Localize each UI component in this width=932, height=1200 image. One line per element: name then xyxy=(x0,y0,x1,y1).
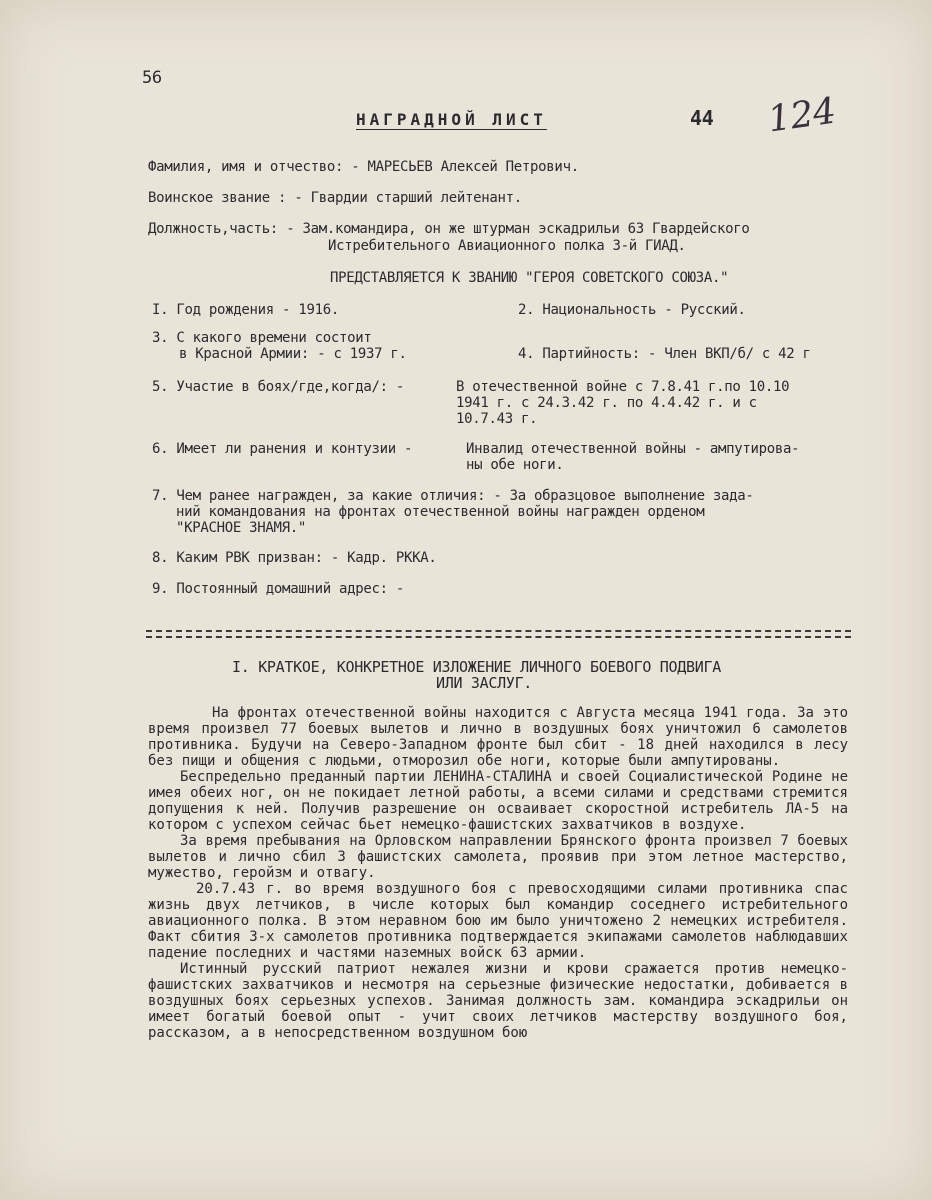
item-army-since-line1: 3. С какого времени состоит xyxy=(152,330,372,346)
page-number: 56 xyxy=(142,68,162,88)
item-awards-line3: "КРАСНОЕ ЗНАМЯ." xyxy=(176,520,307,536)
field-name: Фамилия, имя и отчество: - МАРЕСЬЕВ Алексей Петрович. xyxy=(148,159,579,175)
item-party: 4. Партийность: - Член ВКП/б/ с 42 г xyxy=(518,346,811,362)
item-combat-line2: 1941 г. с 24.3.42 г. по 4.4.42 г. и с xyxy=(456,395,757,411)
field-position-line2: Истребительного Авиационного полка 3-й ГИАД. xyxy=(328,238,686,254)
item-wounds-line2: ны обе ноги. xyxy=(466,457,564,473)
separator-line xyxy=(146,630,851,632)
citation-body xyxy=(148,705,848,1041)
item-combat-line3: 10.7.43 г. xyxy=(456,411,538,427)
document-title: НАГРАДНОЙ ЛИСТ xyxy=(356,110,547,129)
section-title-line1: I. КРАТКОЕ, КОНКРЕТНОЕ ИЗЛОЖЕНИЕ ЛИЧНОГО БОЕВОГО ПОДВИГА xyxy=(232,658,721,676)
item-wounds-line1: Инвалид отечественной войны - ампутирова- xyxy=(466,441,800,457)
item-army-since-line2: в Красной Армии: - с 1937 г. xyxy=(179,346,407,362)
nomination-line: ПРЕДСТАВЛЯЕТСЯ К ЗВАНИЮ "ГЕРОЯ СОВЕТСКОГО СОЮЗА." xyxy=(330,270,729,286)
typed-sheet-number: 44 xyxy=(690,106,714,130)
item-nationality: 2. Национальность - Русский. xyxy=(518,302,746,318)
field-rank: Воинское звание : - Гвардии старший лейтенант. xyxy=(148,190,522,206)
item-awards-line1: 7. Чем ранее награжден, за какие отличия: - За образцовое выполнение зада- xyxy=(152,488,754,504)
handwritten-sheet-number: 124 xyxy=(765,90,839,141)
item-birth-year: I. Год рождения - 1916. xyxy=(152,302,339,318)
citation-paragraph: Истинный русский патриот нежалея жизни и крови сражается против немецко-фашистских захватчиков и несмотря на серьезные физические недостатки, добивается в воздушных боях серьезных успехов. Занимая должность зам. командира эскадрильи он имеет богатый боевой опыт - учит своих летчиков мастерству воздушного боя, рассказом, а в непосредственном воздушном бою xyxy=(148,961,848,1041)
separator-line xyxy=(146,636,851,638)
item-home-address: 9. Постоянный домашний адрес: - xyxy=(152,581,404,597)
item-awards-line2: ний командования на фронтах отечественной войны награжден орденом xyxy=(176,504,705,520)
item-draft-office: 8. Каким РВК призван: - Кадр. РККА. xyxy=(152,550,437,566)
citation-paragraph: Беспредельно преданный партии ЛЕНИНА-СТАЛИНА и своей Социалистической Родине не имея обеих ног, он не покидает летной работы, а всеми силами и средствами стремится допущения к ней. Получив разрешение он осваивает скоростной истребитель ЛА-5 на котором с успехом сейчас бьет немецко-фашистских захватчиков в воздухе. xyxy=(148,769,848,833)
section-title-line2: ИЛИ ЗАСЛУГ. xyxy=(436,674,533,692)
item-wounds-label: 6. Имеет ли ранения и контузии - xyxy=(152,441,413,457)
item-combat-line1: В отечественной войне с 7.8.41 г.по 10.10 xyxy=(456,379,790,395)
citation-paragraph: На фронтах отечественной войны находится с Августа месяца 1941 года. За это время произвел 77 боевых вылетов и лично в воздушных боях уничтожил 6 самолетов противника. Будучи на Северо-Западном фронте был сбит - 18 дней находился в лесу без пищи и общения с людьми, отморозил обе ноги, которые были ампутированы. xyxy=(148,705,848,769)
citation-paragraph: За время пребывания на Орловском направлении Брянского фронта произвел 7 боевых вылетов и лично сбил 3 фашистских самолета, проявив при этом летное мастерство, мужество, геройзм и отвагу. xyxy=(148,833,848,881)
field-position-line1: Должность,часть: - Зам.командира, он же штурман эскадрильи 63 Гвардейского xyxy=(148,221,750,237)
citation-paragraph: 20.7.43 г. во время воздушного боя с превосходящими силами противника спас жизнь двух летчиков, в числе которых был командир соседнего истребительного авиационного полка. В этом неравном бою им было уничтожено 2 немецких истребителя. Факт сбития 3-х самолетов противника подтверждается экипажами самолетов наблюдавших падение последних и частями наземных войск 63 армии. xyxy=(148,881,848,961)
item-combat-label: 5. Участие в боях/где,когда/: - xyxy=(152,379,404,395)
